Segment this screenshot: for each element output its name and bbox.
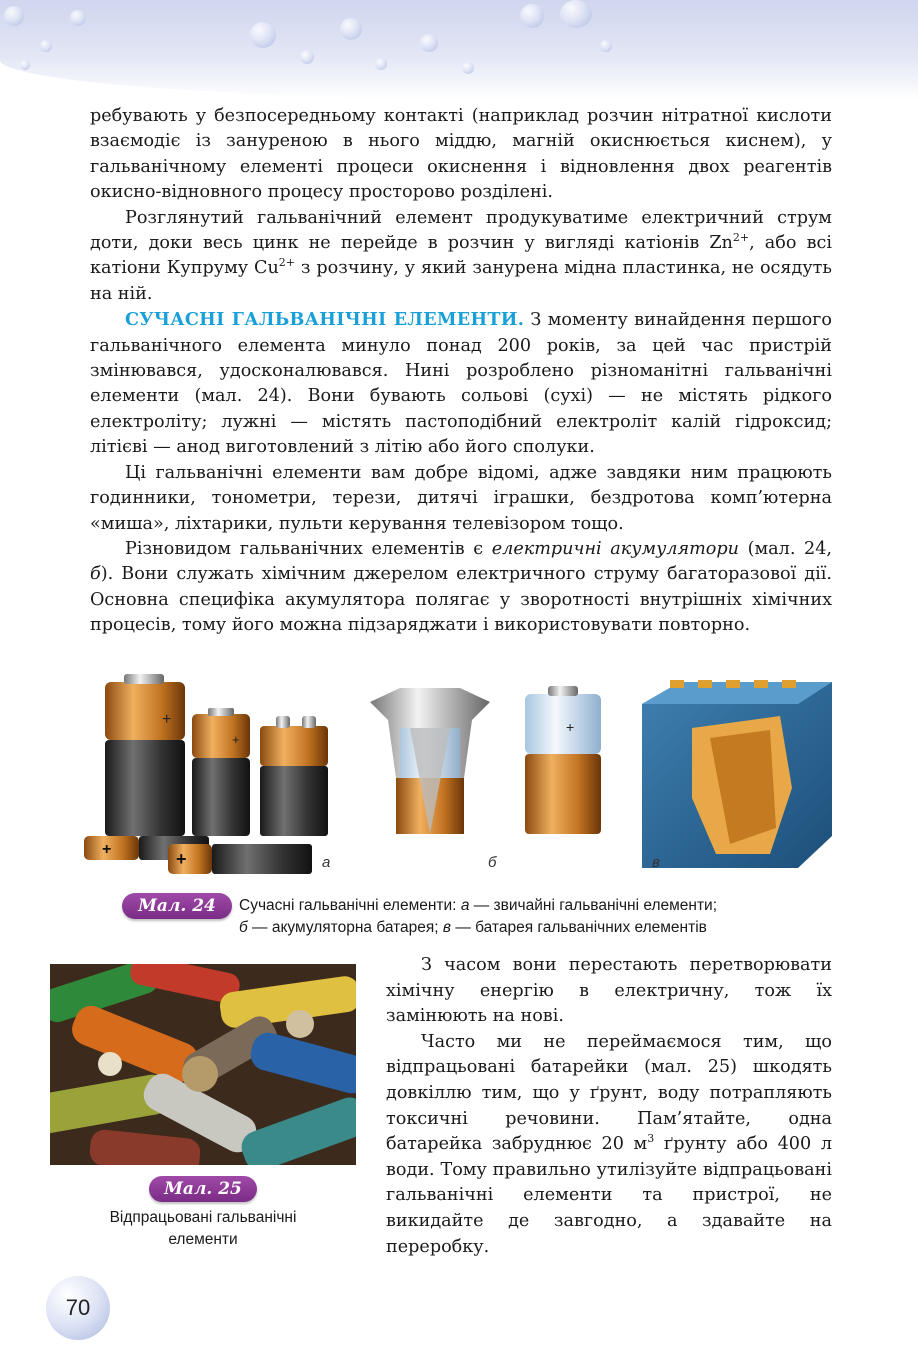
- car-battery-cap: [782, 680, 796, 688]
- battery-large-body: [105, 740, 185, 836]
- caption-text: — акумуляторна батарея;: [247, 919, 443, 936]
- bubble-decoration: [420, 34, 438, 52]
- car-battery-cap: [670, 680, 684, 688]
- car-battery-cap: [754, 680, 768, 688]
- battery-terminal: [276, 716, 290, 728]
- bubble-decoration: [70, 10, 86, 26]
- paragraph: [90, 104, 832, 206]
- figure-24-badge: Мал. 24: [122, 893, 232, 919]
- plus-sign: +: [566, 719, 575, 735]
- paragraph: [386, 1030, 832, 1260]
- header-decoration: [0, 0, 918, 100]
- paragraph-text: ). Вони служать хімічним джерелом електричного струму багаторазової дії. Основна специфіка акумулятора полягає у зворотності внутрішніх хімічних процесів, тому його можна підзаряджати і використовувати повторно.: [90, 564, 832, 636]
- bubble-decoration: [375, 58, 387, 70]
- figure-24-caption: [239, 895, 829, 939]
- battery-group-b: [370, 686, 601, 834]
- paragraph-text: Розглянутий гальванічний елемент продукуватиме електричний струм доти, доки весь цинк не перейде в розчин у вигляді катіонів Zn: [90, 207, 832, 254]
- battery-aa-top: [84, 836, 139, 860]
- paragraph: [90, 307, 832, 460]
- paragraph-text: , або всі катіони Купруму Cu: [90, 233, 832, 279]
- battery-medium-body: [192, 758, 250, 836]
- superscript: 2+: [732, 231, 750, 245]
- used-batteries-photo: [50, 964, 356, 1165]
- caption-line: елементи: [168, 1231, 238, 1248]
- caption-text: — звичайні гальванічні елементи;: [469, 897, 718, 914]
- bubble-decoration: [250, 22, 276, 48]
- paragraph-text: З моменту винайдення першого гальванічного елемента минуло понад 200 років, за цей час пристрій змінювався, удосконалювався. Нині розроблено різноманітні гальванічні елементи (мал. 24). Вони бувають сольові (сухі) — не містять рідкого електроліту; лужні — містять пастоподібний електроліт калій гідроксид; літієві — анод виготовлений з літію або його сполуки.: [90, 310, 832, 458]
- caption-line: [239, 917, 829, 939]
- paragraph-text: Ці гальванічні елементи вам добре відомі, адже завдяки ним працюють годинники, тонометри, терези, дитячі іграшки, бездротова комп’ютерна «миша», ліхтарики, пульти керування телевізором тощо.: [90, 462, 832, 534]
- battery-terminal: [124, 674, 164, 684]
- paragraph-text: з розчину, у який занурена мідна пластинка, не осядуть на ній.: [90, 258, 832, 304]
- figure-25-caption: [50, 1207, 356, 1251]
- caption-text: Сучасні гальванічні елементи:: [239, 897, 461, 914]
- plus-sign: +: [102, 841, 112, 858]
- section-heading: СУЧАСНІ ГАЛЬВАНІЧНІ ЕЛЕМЕНТИ.: [125, 309, 525, 331]
- bubble-decoration: [40, 40, 52, 52]
- battery-9v-body: [260, 766, 328, 836]
- car-battery-cap: [698, 680, 712, 688]
- battery-medium-top: [192, 714, 250, 758]
- caption-letter: б: [239, 919, 248, 936]
- paragraph-text: Різновидом гальванічних елементів є: [125, 538, 492, 559]
- paragraph: [90, 206, 832, 308]
- battery-large-top: [105, 682, 185, 740]
- paragraph: [386, 953, 832, 1030]
- superscript: 2+: [278, 256, 296, 270]
- battery-terminal: [302, 716, 316, 728]
- battery-9v-top: [260, 726, 328, 766]
- plus-sign: +: [232, 732, 240, 747]
- paragraph-text: Часто ми не переймаємося тим, що відпрацьовані батарейки (мал. 25) шкодять довкіллю тим, що у ґрунт, воду потрапляють токсичні речовини. Пам’ятайте, одна батарейка забруднює 20 м: [386, 1031, 832, 1155]
- paragraph-text: ґрунту або 400 л води. Тому правильно утилізуйте відпрацьовані гальванічні елементи та пристрої, не викидайте де завгодно, а здавайте на переробку.: [386, 1134, 833, 1257]
- figure-24: [80, 668, 840, 883]
- paragraph: [90, 461, 832, 537]
- battery-aa2-body: [212, 844, 312, 874]
- bubble-decoration: [4, 6, 24, 26]
- italic-term: електричні акумулятори: [491, 538, 739, 559]
- caption-line: Відпрацьовані гальванічні: [109, 1209, 297, 1226]
- caption-letter: в: [442, 919, 452, 936]
- caption-text: — батарея гальванічних елементів: [451, 919, 707, 936]
- superscript: 3: [647, 1132, 655, 1146]
- bubble-decoration: [520, 4, 544, 28]
- bubble-decoration: [300, 50, 314, 64]
- plus-sign: +: [162, 711, 172, 728]
- figure-label-b: б: [488, 854, 497, 871]
- page-number: 70: [46, 1276, 110, 1340]
- used-batteries-image: [50, 964, 356, 1165]
- battery-aa2-top: [168, 844, 212, 874]
- bubble-decoration: [340, 18, 362, 40]
- batteries-illustration: [80, 668, 840, 883]
- paragraph-text: (мал. 24,: [739, 538, 832, 559]
- battery-group-v: [642, 680, 832, 868]
- main-text: [90, 104, 832, 639]
- car-battery-cap: [726, 680, 740, 688]
- accumulator-terminal: [548, 686, 578, 696]
- battery-group-a: [84, 674, 331, 874]
- caption-letter: а: [460, 897, 470, 914]
- paragraph-text: ребувають у безпосередньому контакті (наприклад розчин нітратної кислоти взаємодіє із зануреною в нього міддю, магній окиснюється киснем), у гальванічному елементі процеси окиснення і відновлення двох реагентів окисно-відновного процесу просторово розділені.: [90, 106, 832, 203]
- figure-25-badge: Мал. 25: [149, 1176, 257, 1202]
- bubble-decoration: [560, 0, 592, 28]
- plus-sign: +: [176, 849, 187, 869]
- bubble-decoration: [462, 62, 474, 74]
- accumulator-body: [525, 754, 601, 834]
- figure-label-v: в: [652, 854, 660, 871]
- paragraph: [90, 537, 832, 639]
- bubble-decoration: [600, 40, 612, 52]
- italic-letter: б: [90, 564, 101, 585]
- paragraph-text: З часом вони перестають перетворювати хімічну енергію в електричну, тож їх замінюють на нові.: [386, 955, 832, 1027]
- accumulator-top: [525, 694, 601, 754]
- bubble-decoration: [20, 60, 30, 70]
- figure-label-a: а: [322, 854, 331, 871]
- battery-terminal: [208, 708, 234, 716]
- right-column-text: [386, 953, 832, 1260]
- caption-line: [239, 895, 829, 917]
